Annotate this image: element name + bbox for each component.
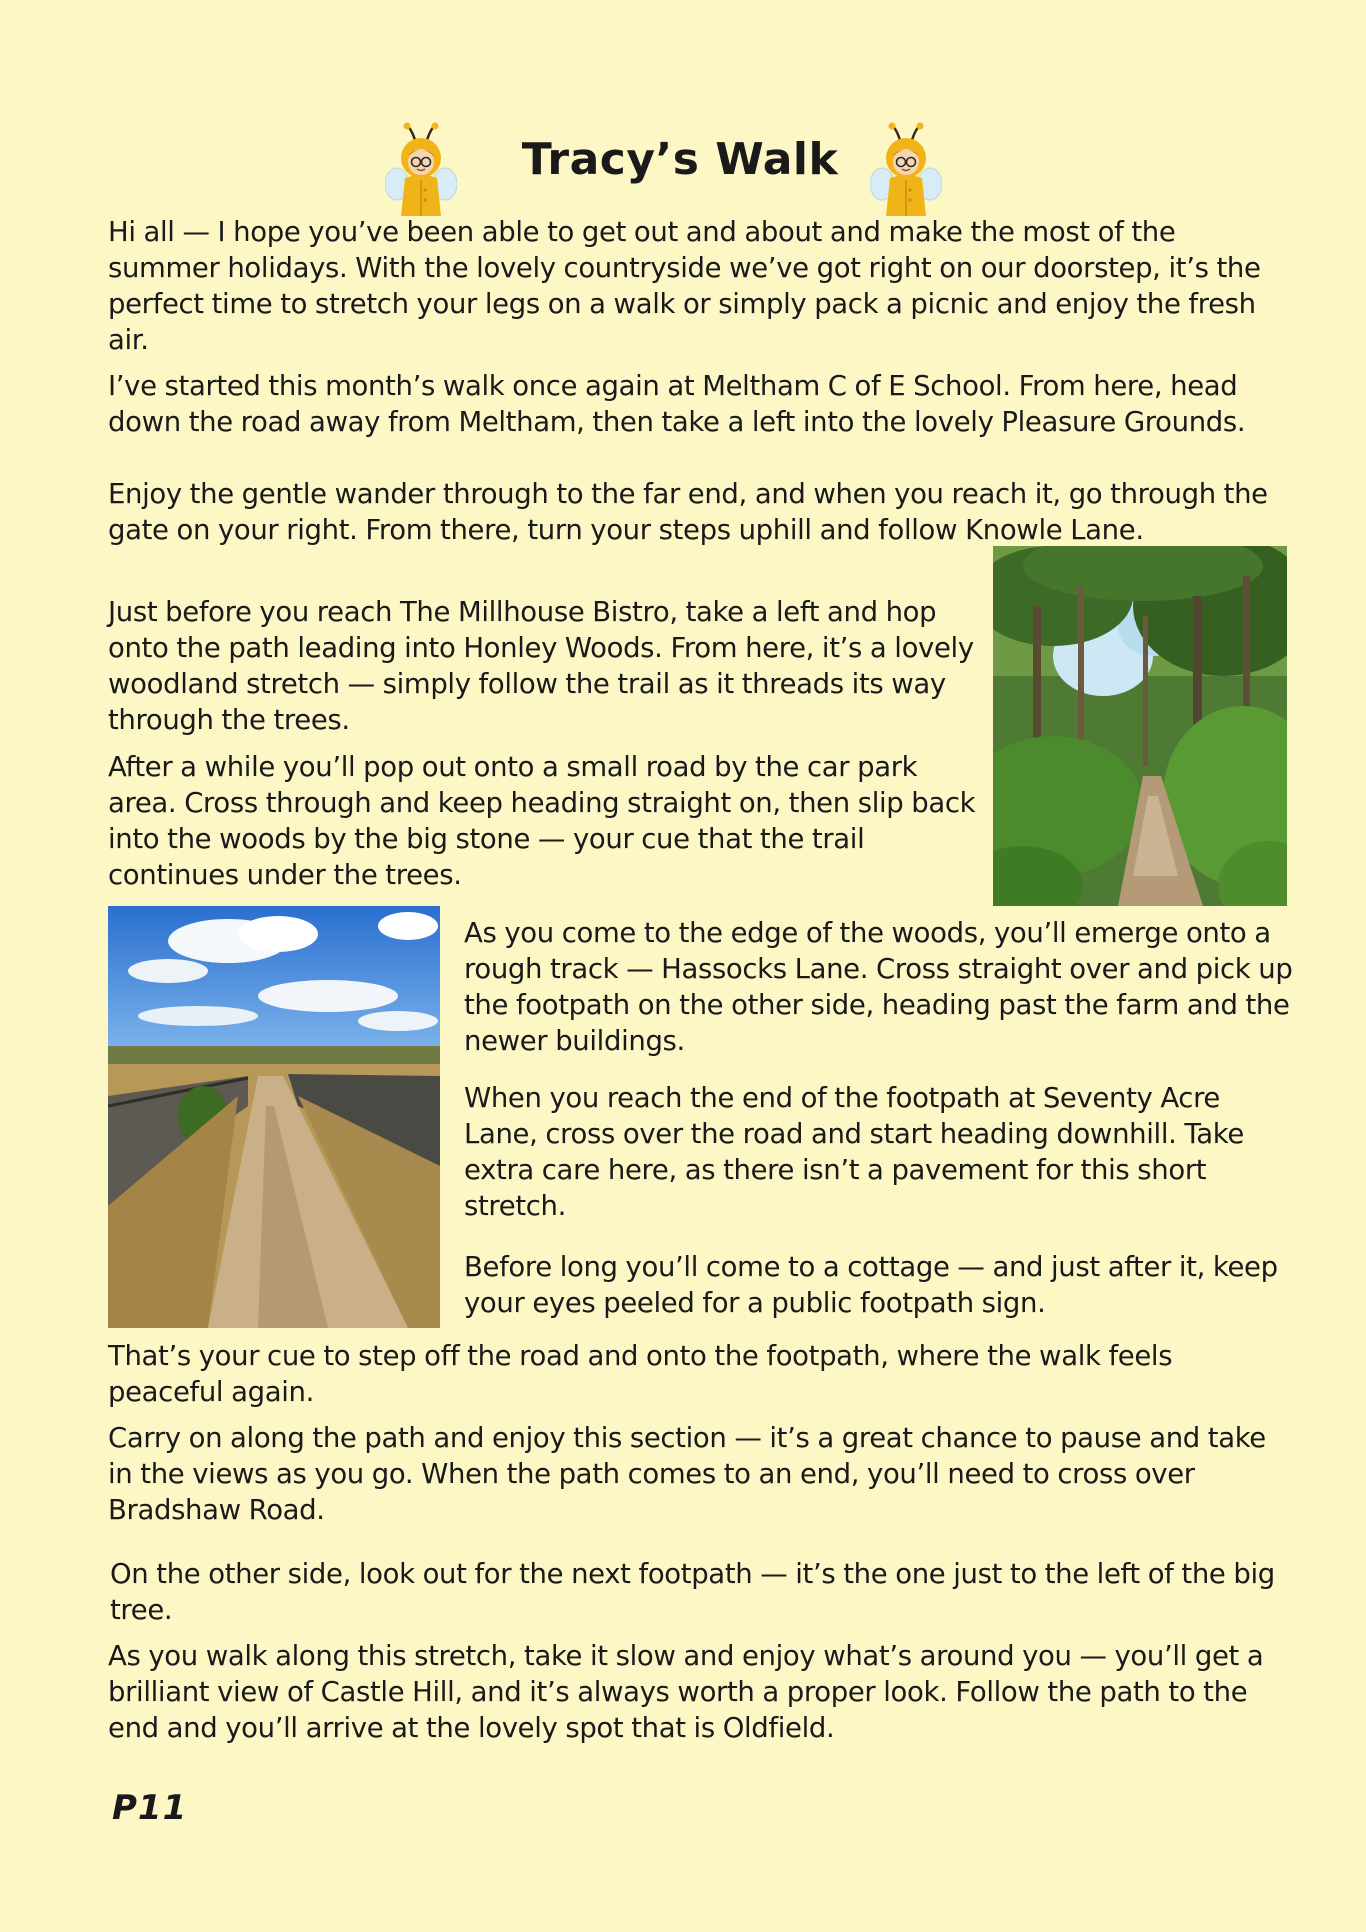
paragraph-castle-hill: As you walk along this stretch, take it slow and enjoy what’s around you — you’ll get a brilliant view of Castle Hill, and it’s always worth a proper look. Follow the path to the end and you’ll arrive at the lovely spot that is Oldfield.: [108, 1640, 1264, 1744]
paragraph-hassocks-lane: As you come to the edge of the woods, you’ll emerge onto a rough track — Hassocks Lane. Cross straight over and pick up the footpath on the other side, heading past the farm and the newer buildings.: [464, 917, 1293, 1057]
page-number: P11: [112, 1788, 188, 1828]
paragraph-cottage: Before long you’ll come to a cottage — and just after it, keep your eyes peeled for a public footpath sign.: [464, 1251, 1278, 1319]
paragraph-seventy-acre-lane: When you reach the end of the footpath at Seventy Acre Lane, cross over the road and start heading downhill. Take extra care here, as there isn’t a pavement for this short stretch.: [464, 1082, 1244, 1222]
woodland-path-photo: [993, 546, 1287, 906]
paragraph-big-tree: On the other side, look out for the next footpath — it’s the one just to the left of the big tree.: [110, 1558, 1275, 1626]
paragraph-intro: Hi all — I hope you’ve been able to get out and about and make the most of the summer holidays. With the lovely countryside we’ve got right on our doorstep, it’s the perfect time to stretch your legs on a walk or simply pack a picnic and enjoy the fresh air.: [108, 216, 1261, 356]
paragraph-bradshaw-road: Carry on along the path and enjoy this section — it’s a great chance to pause and take in the views as you go. When the path comes to an end, you’ll need to cross over Bradshaw Road.: [108, 1422, 1266, 1526]
paragraph-footpath: That’s your cue to step off the road and onto the footpath, where the walk feels peaceful again.: [108, 1340, 1173, 1408]
hassocks-lane-photo: [108, 906, 440, 1328]
paragraph-honley-woods: Just before you reach The Millhouse Bistro, take a left and hop onto the path leading into Honley Woods. From here, it’s a lovely woodland stretch — simply follow the trail as it threads its way through the trees.: [108, 596, 974, 736]
bee-icon: [870, 120, 942, 220]
page-title: Tracy’s Walk: [521, 134, 839, 185]
paragraph-start: I’ve started this month’s walk once again at Meltham C of E School. From here, head down the road away from Meltham, then take a left into the lovely Pleasure Grounds.: [108, 370, 1246, 438]
paragraph-car-park: After a while you’ll pop out onto a small road by the car park area. Cross through and keep heading straight on, then slip back into the woods by the big stone — your cue that the trail continues under the trees.: [108, 751, 976, 891]
paragraph-pleasure-grounds: Enjoy the gentle wander through to the far end, and when you reach it, go through the gate on your right. From there, turn your steps uphill and follow Knowle Lane.: [108, 478, 1268, 546]
